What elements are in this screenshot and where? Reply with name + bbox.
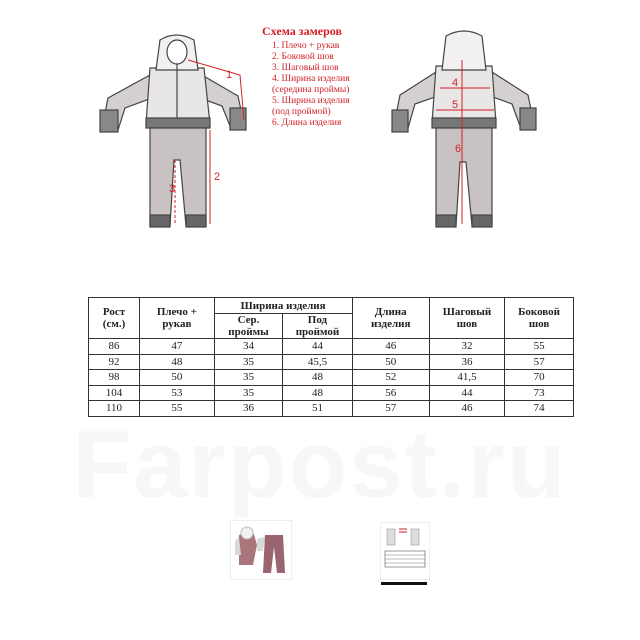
table-cell: 110: [89, 401, 140, 417]
table-cell: 53: [140, 385, 215, 401]
col-header-shoulder-sleeve: Плечо + рукав: [140, 298, 215, 339]
table-cell: 45,5: [283, 354, 352, 370]
table-cell: 51: [283, 401, 352, 417]
table-cell: 44: [283, 339, 352, 355]
legend-item: 1. Плечо + рукав: [272, 41, 340, 51]
table-cell: 52: [352, 370, 429, 386]
thumbnail-size-chart[interactable]: [380, 522, 430, 580]
thumbnail-photo[interactable]: [230, 520, 292, 580]
measure-label-2: 2: [214, 171, 221, 183]
table-cell: 46: [429, 401, 504, 417]
table-cell: 55: [140, 401, 215, 417]
table-cell: 32: [429, 339, 504, 355]
measure-label-4: 4: [452, 77, 459, 89]
selected-thumbnail-indicator: [381, 582, 427, 585]
measure-label-3: 3: [169, 183, 176, 195]
table-cell: 35: [214, 370, 283, 386]
front-view-suit: [100, 35, 246, 227]
legend-item: (под проймой): [272, 107, 331, 117]
table-cell: 57: [352, 401, 429, 417]
measure-label-6: 6: [455, 143, 462, 155]
legend-item: 2. Боковой шов: [272, 52, 334, 62]
legend-item: 6. Длина изделия: [272, 118, 342, 128]
table-cell: 41,5: [429, 370, 504, 386]
col-header-height: Рост (см.): [89, 298, 140, 339]
table-cell: 74: [505, 401, 574, 417]
col-header-side-seam: Боковой шов: [505, 298, 574, 339]
table-cell: 48: [140, 354, 215, 370]
table-cell: 56: [352, 385, 429, 401]
legend-title: Схема замеров: [262, 24, 342, 38]
table-cell: 55: [505, 339, 574, 355]
measurement-legend: [262, 24, 392, 129]
table-row: [89, 370, 574, 386]
table-cell: 46: [352, 339, 429, 355]
table-cell: 44: [429, 385, 504, 401]
table-cell: 92: [89, 354, 140, 370]
measure-label-5: 5: [452, 99, 459, 111]
suit-photo-icon: [231, 521, 291, 579]
table-cell: 35: [214, 385, 283, 401]
col-header-width-under: Под проймой: [283, 314, 352, 339]
measure-label-1: 1: [226, 69, 233, 81]
table-cell: 47: [140, 339, 215, 355]
legend-item: (середина проймы): [272, 85, 350, 95]
table-cell: 36: [429, 354, 504, 370]
table-cell: 50: [352, 354, 429, 370]
table-cell: 70: [505, 370, 574, 386]
table-cell: 36: [214, 401, 283, 417]
table-cell: 48: [283, 385, 352, 401]
col-header-width-mid: Сер. проймы: [214, 314, 283, 339]
table-cell: 98: [89, 370, 140, 386]
table-cell: 50: [140, 370, 215, 386]
size-chart-icon: [381, 523, 429, 579]
table-row: [89, 339, 574, 355]
table-row: [89, 354, 574, 370]
table-cell: 48: [283, 370, 352, 386]
table-cell: 34: [214, 339, 283, 355]
back-view-suit: [392, 31, 536, 227]
legend-item: 4. Ширина изделия: [272, 74, 350, 84]
table-row: [89, 385, 574, 401]
table-cell: 35: [214, 354, 283, 370]
col-header-inseam: Шаговый шов: [429, 298, 504, 339]
legend-item: 3. Шаговый шов: [272, 63, 339, 73]
table-cell: 104: [89, 385, 140, 401]
table-cell: 57: [505, 354, 574, 370]
legend-item: 5. Ширина изделия: [272, 96, 350, 106]
col-header-length: Длина изделия: [352, 298, 429, 339]
table-cell: 86: [89, 339, 140, 355]
size-table: [88, 297, 574, 417]
col-header-width: Ширина изделия: [214, 298, 352, 314]
watermark: Farpost.ru: [72, 411, 568, 518]
table-cell: 73: [505, 385, 574, 401]
